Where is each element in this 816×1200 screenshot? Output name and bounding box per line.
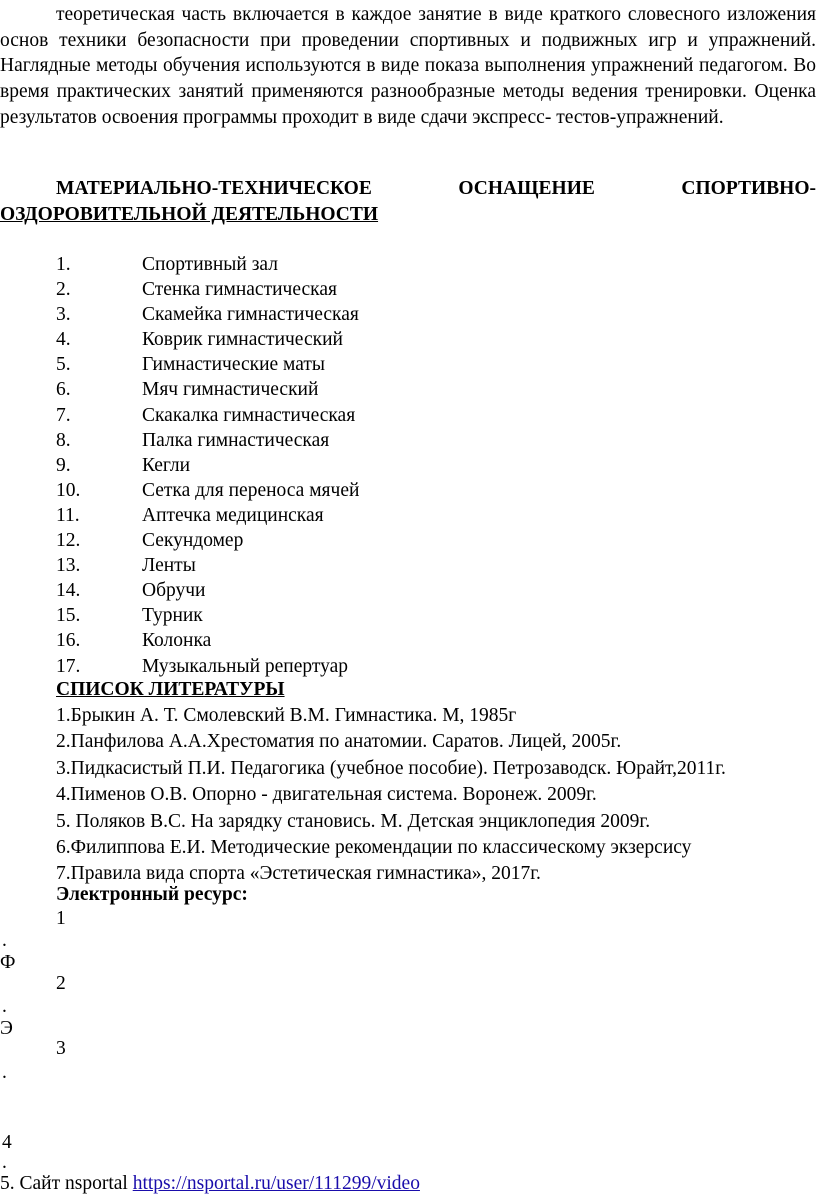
equipment-item xyxy=(0,327,816,352)
equipment-text: Спортивный зал xyxy=(142,254,278,275)
literature-item: 7.Правила вида спорта «Эстетическая гимнастика», 2017г. xyxy=(56,863,541,885)
eresource-fragment: 4 xyxy=(2,1132,12,1153)
equipment-item xyxy=(0,628,816,653)
equipment-item xyxy=(0,503,816,528)
equipment-item xyxy=(0,403,816,428)
equipment-text: Колонка xyxy=(142,630,212,652)
equipment-item xyxy=(0,377,816,402)
equipment-number: 13. xyxy=(56,555,81,577)
equipment-item xyxy=(0,578,816,603)
equipment-item xyxy=(0,453,816,478)
equipment-number: 1. xyxy=(56,254,71,275)
equipment-text: Скакалка гимнастическая xyxy=(142,404,356,426)
eresource-fragment: . xyxy=(2,930,7,951)
equipment-item xyxy=(0,252,816,277)
literature-item: 6.Филиппова Е.И. Методические рекомендации по классическому экзерсису xyxy=(56,836,692,858)
equipment-text: Обручи xyxy=(142,580,206,602)
equipment-item xyxy=(0,277,816,302)
equipment-text: Стенка гимнастическая xyxy=(142,279,337,301)
literature-item: 4.Пименов О.В. Опорно - двигательная система. Воронеж. 2009г. xyxy=(56,784,597,806)
equipment-number: 5. xyxy=(56,354,71,376)
equipment-number: 7. xyxy=(56,404,71,426)
heading-word-1: МАТЕРИАЛЬНО-ТЕХНИЧЕСКОЕ xyxy=(56,178,372,199)
equipment-number: 3. xyxy=(56,304,71,326)
literature-item: 3.Пидкасистый П.И. Педагогика (учебное пособие). Петрозаводск. Юрайт,2011г. xyxy=(56,757,726,779)
heading-line-2: ОЗДОРОВИТЕЛЬНОЙ ДЕЯТЕЛЬНОСТИ xyxy=(0,204,379,225)
eresource-fragment: 3 xyxy=(56,1038,66,1059)
literature-item: 5. Поляков В.С. На зарядку становись. М. Детская энциклопедия 2009г. xyxy=(56,810,651,832)
equipment-text: Ленты xyxy=(142,555,196,577)
equipment-number: 8. xyxy=(56,429,71,451)
heading-word-2: ОСНАЩЕНИЕ xyxy=(458,178,595,199)
equipment-number: 2. xyxy=(56,279,71,301)
section-heading xyxy=(0,176,816,228)
eresource-fragment: . xyxy=(2,1062,7,1083)
literature-title: СПИСОК ЛИТЕРАТУРЫ xyxy=(56,679,285,700)
equipment-number: 16. xyxy=(56,630,81,652)
site-label: 5. Сайт nsportal xyxy=(0,1173,133,1194)
eresource-fragment: . xyxy=(2,1152,7,1173)
equipment-text: Палка гимнастическая xyxy=(142,429,330,451)
equipment-item xyxy=(0,302,816,327)
eresource-fragment: Ф xyxy=(0,952,16,973)
equipment-item xyxy=(0,553,816,578)
equipment-number: 12. xyxy=(56,530,81,552)
equipment-number: 6. xyxy=(56,379,71,401)
literature-list xyxy=(56,703,816,888)
equipment-text: Аптечка медицинская xyxy=(142,504,324,526)
equipment-text: Музыкальный репертуар xyxy=(142,655,349,677)
equipment-item xyxy=(0,603,816,628)
equipment-list xyxy=(0,252,816,679)
site-link[interactable]: https://nsportal.ru/user/111299/video xyxy=(132,1173,420,1194)
equipment-number: 10. xyxy=(56,479,81,501)
equipment-number: 4. xyxy=(56,329,71,351)
eresource-fragment: . xyxy=(2,996,7,1017)
equipment-text: Мяч гимнастический xyxy=(142,379,319,401)
equipment-item xyxy=(0,528,816,553)
equipment-text: Кегли xyxy=(142,454,191,476)
equipment-text: Коврик гимнастический xyxy=(142,329,343,351)
eresource-fragment: 2 xyxy=(56,973,66,994)
heading-line-1 xyxy=(0,176,816,202)
equipment-text: Гимнастические маты xyxy=(142,354,326,376)
equipment-item xyxy=(0,352,816,377)
equipment-text: Сетка для переноса мячей xyxy=(142,479,360,501)
equipment-item xyxy=(0,654,816,679)
equipment-text: Скамейка гимнастическая xyxy=(142,304,359,326)
equipment-number: 17. xyxy=(56,655,81,677)
equipment-number: 15. xyxy=(56,605,81,627)
equipment-item xyxy=(0,478,816,503)
site-reference xyxy=(0,1171,420,1197)
heading-word-3: СПОРТИВНО- xyxy=(681,178,816,199)
eresource-title: Электронный ресурс: xyxy=(56,884,248,905)
eresource-fragment: 1 xyxy=(56,908,66,929)
literature-item: 2.Панфилова А.А.Хрестоматия по анатомии. Саратов. Лицей, 2005г. xyxy=(56,731,622,753)
eresource-fragment: Э xyxy=(0,1018,13,1039)
equipment-text: Турник xyxy=(142,605,203,627)
intro-paragraph: теоретическая часть включается в каждое занятие в виде краткого словесного изложения основ техники безопасности при проведении спортивных и подвижных игр и упражнений. Наглядные методы обучения используются в виде показа выполнения упражнений педагогом. Во время практических занятий применяются разнообразные методы ведения тренировки. Оценка результатов освоения программы проходит в виде сдачи экспресс- тестов-упражнений. xyxy=(0,4,816,128)
literature-item: 1.Брыкин А. Т. Смолевский В.М. Гимнастика. М, 1985г xyxy=(56,705,517,726)
equipment-item xyxy=(0,428,816,453)
equipment-text: Секундомер xyxy=(142,530,244,552)
equipment-number: 14. xyxy=(56,580,81,602)
equipment-number: 11. xyxy=(56,504,80,526)
equipment-number: 9. xyxy=(56,454,71,476)
